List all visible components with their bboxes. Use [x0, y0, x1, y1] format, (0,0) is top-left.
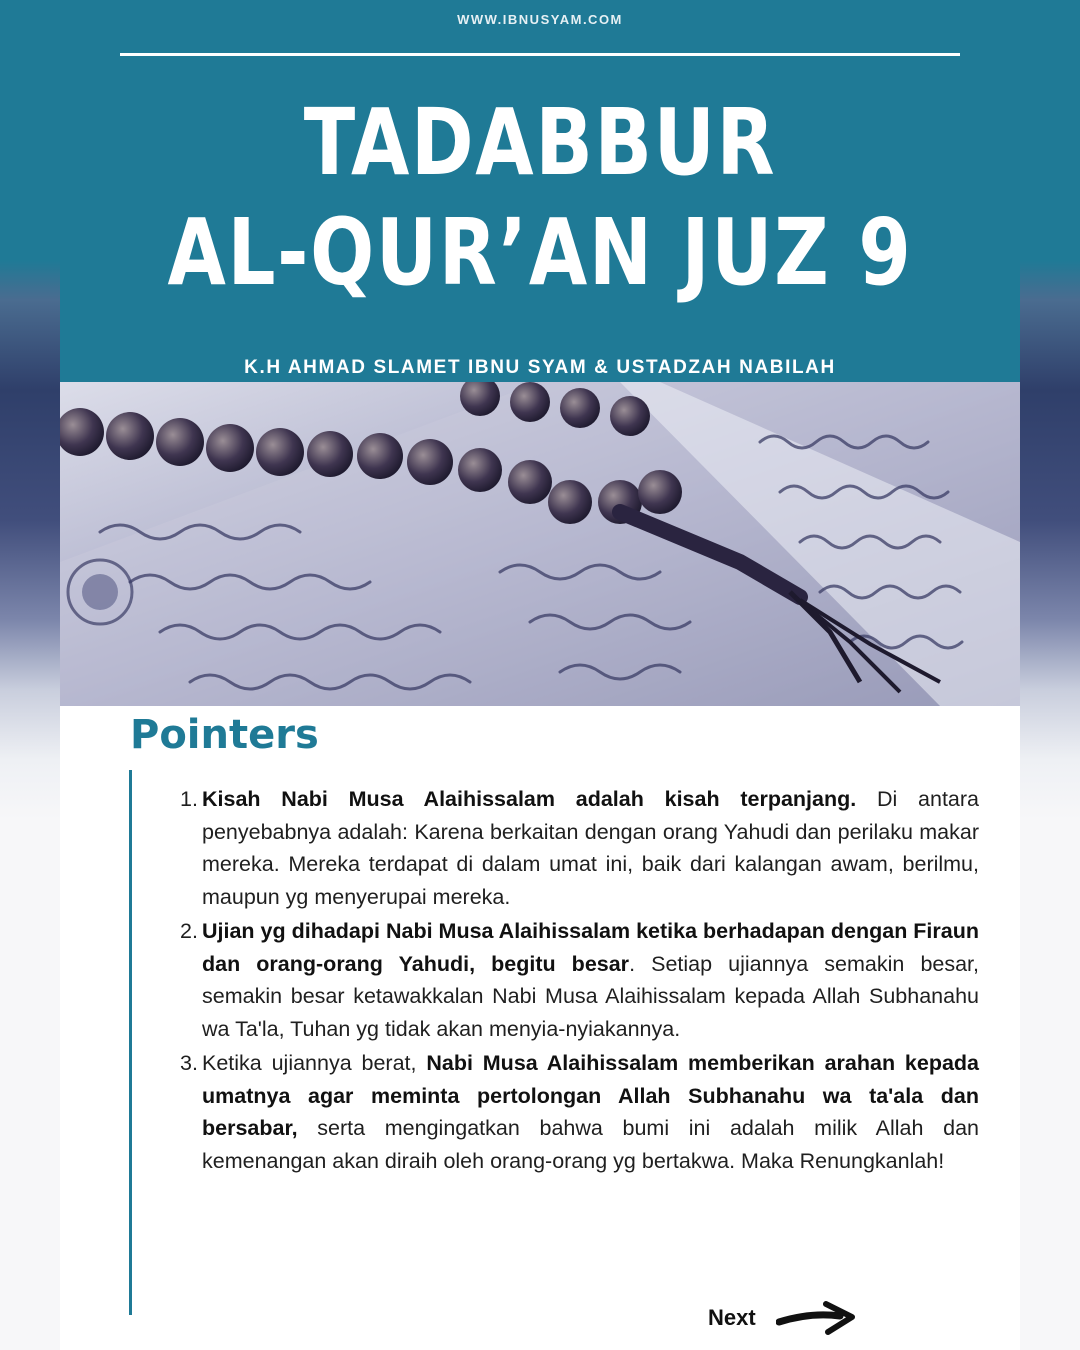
accent-bar	[129, 770, 132, 1315]
item-bold-text: Kisah Nabi Musa Alaihissalam adalah kisah terpanjang.	[202, 787, 857, 811]
title-line-2: AL-QUR’AN JUZ 9	[167, 199, 913, 306]
item-bold-text: Nabi Musa Alaihissalam memberikan arahan kepada umatnya agar meminta pertolongan Allah Subhanahu wa ta'ala dan bersabar,	[202, 1051, 980, 1140]
pointers-list	[176, 783, 979, 1179]
title-line-1: TADABBUR	[303, 89, 777, 196]
item-text: serta mengingatkan bahwa bumi ini adalah milik Allah dan kemenangan akan diraih oleh orang-orang yg bertakwa. Maka Renungkanlah!	[202, 1116, 979, 1173]
authors-line: K.H AHMAD SLAMET IBNU SYAM & USTADZAH NABILAH	[244, 357, 836, 378]
item-text: Di antara penyebabnya adalah: Karena berkaitan dengan orang Yahudi dan perilaku makar mereka. Mereka terdapat di dalam umat ini, baik dari kalangan awam, berilmu, maupun yg menyerupai mereka.	[202, 787, 980, 909]
section-title: Pointers	[130, 712, 319, 758]
item-text: . Setiap ujiannya semakin besar, semakin besar ketawakkalan Nabi Musa Alaihissalam kepada Allah Subhanahu wa Ta'la, Tuhan yg tidak akan menyia-nyiakannya.	[202, 951, 980, 1041]
page-title	[146, 88, 933, 308]
item-number: 2.	[180, 919, 198, 943]
header-divider	[120, 53, 960, 56]
item-number: 1.	[180, 787, 198, 811]
next-label[interactable]: Next	[708, 1305, 756, 1330]
item-bold-text: Ujian yg dihadapi Nabi Musa Alaihissalam ketika berhadapan dengan Firaun dan orang-orang Yahudi, begitu besar	[202, 919, 979, 976]
quran-prayer-beads-photo	[60, 382, 1020, 706]
item-number: 3.	[180, 1051, 198, 1075]
right-arrow-icon[interactable]	[776, 1298, 856, 1338]
site-url: WWW.IBNUSYAM.COM	[457, 12, 623, 27]
list-item	[176, 783, 979, 913]
item-pre-text: Ketika ujiannya berat,	[202, 1051, 427, 1075]
list-item	[176, 915, 979, 1045]
list-item	[176, 1047, 979, 1177]
